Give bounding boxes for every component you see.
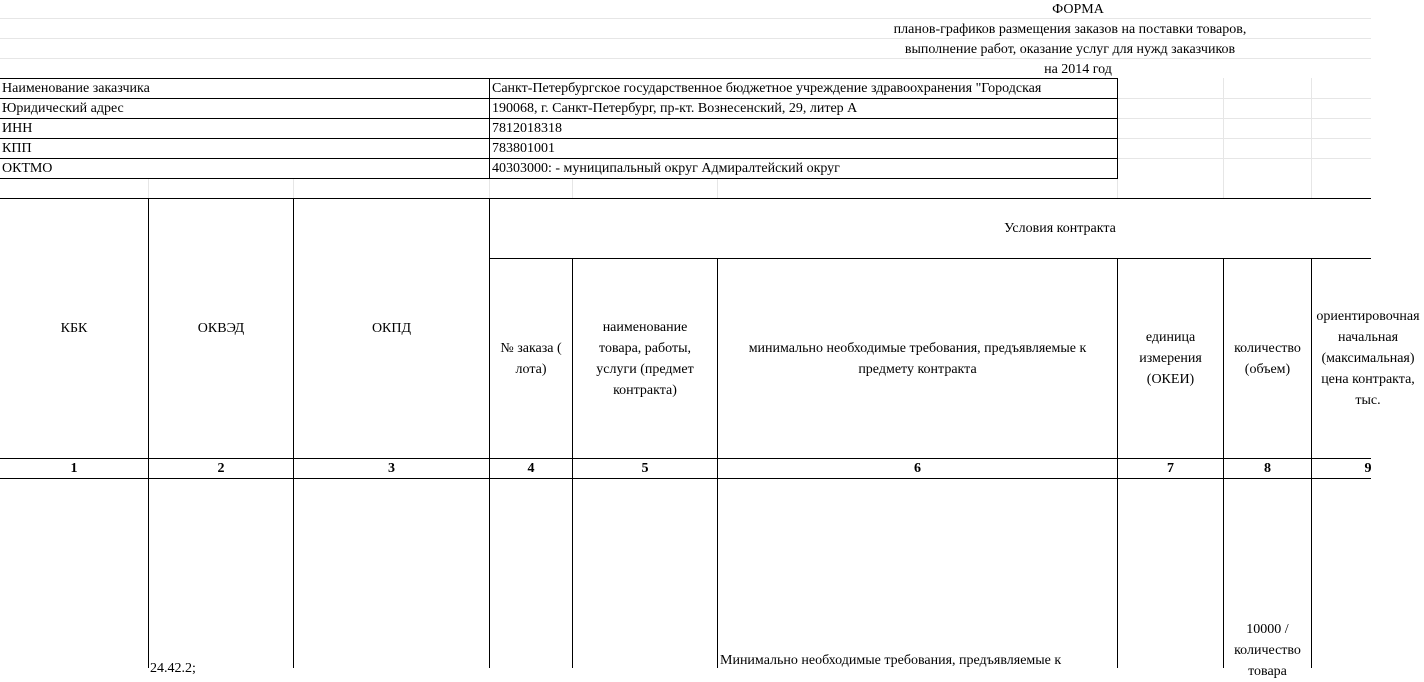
- header-order-number: № заказа ( лота): [500, 340, 562, 377]
- form-title: ФОРМА: [1052, 2, 1104, 17]
- gridline: [1311, 78, 1312, 198]
- form-subtitle-line1: планов-графиков размещения заказов на поставки товаров,: [893, 22, 1247, 37]
- kpp-label: КПП: [2, 141, 32, 156]
- legal-address-label: Юридический адрес: [2, 101, 124, 116]
- column-number: 1: [70, 461, 78, 476]
- legal-address-value: 190068, г. Санкт-Петербург, пр-кт. Вознесенский, 29, литер А: [492, 101, 858, 116]
- column-number: 2: [217, 461, 225, 476]
- gridline: [148, 178, 149, 198]
- form-subtitle-line3: на 2014 год: [1044, 62, 1112, 77]
- gridline: [1117, 118, 1371, 119]
- header-kbk: КБК: [60, 321, 88, 336]
- gridline: [1117, 178, 1118, 198]
- header-requirements: минимально необходимые требования, предъявляемые к предмету контракта: [748, 340, 1087, 377]
- gridline: [717, 178, 718, 198]
- customer-name-label: Наименование заказчика: [2, 81, 150, 96]
- gridline: [293, 178, 294, 198]
- column-number: 3: [388, 461, 395, 476]
- info-border: [489, 78, 490, 179]
- row1-okved: 24.42.2;: [150, 661, 196, 676]
- row1-quantity: 10000 / количество товара: [1234, 622, 1301, 679]
- header-price-clip: [1312, 259, 1420, 458]
- gridline: [1117, 158, 1371, 159]
- inn-value: 7812018318: [492, 121, 562, 136]
- customer-name-value: Санкт-Петербургское государственное бюджетное учреждение здравоохранения "Городская: [492, 81, 1042, 96]
- column-number: 7: [1167, 461, 1174, 476]
- header-unit: единица измерения (ОКЕИ): [1139, 330, 1202, 387]
- gridline: [0, 18, 1371, 19]
- oktmo-value: 40303000: - муниципальный округ Адмиралтейский округ: [492, 161, 840, 176]
- column-number-clip: [1312, 459, 1371, 479]
- column-number: 9: [1364, 461, 1372, 476]
- header-okpd: ОКПД: [371, 321, 412, 336]
- column-number: 6: [914, 461, 921, 476]
- column-number: 4: [527, 461, 535, 476]
- header-okved: ОКВЭД: [197, 321, 245, 336]
- row1-requirements: Минимально необходимые требования, предъявляемые к: [720, 653, 1062, 668]
- info-border: [1117, 78, 1118, 179]
- table-border: [489, 198, 490, 668]
- column-number: 8: [1264, 461, 1271, 476]
- oktmo-label: ОКТМО: [2, 161, 53, 176]
- gridline: [489, 178, 490, 198]
- inn-label: ИНН: [2, 121, 33, 136]
- gridline: [1117, 138, 1371, 139]
- info-border: [0, 178, 1118, 179]
- gridline: [1223, 78, 1224, 198]
- header-quantity: количество (объем): [1234, 340, 1301, 377]
- header-price: ориентировочная начальная (максимальная) цена контракта, тыс.: [1316, 309, 1420, 408]
- kpp-value: 783801001: [492, 141, 555, 156]
- header-item-name: наименование товара, работы, услуги (предмет контракта): [596, 319, 694, 398]
- form-subtitle-line2: выполнение работ, оказание услуг для нужд заказчиков: [904, 42, 1236, 57]
- column-number: 5: [641, 461, 649, 476]
- gridline: [572, 178, 573, 198]
- contract-conditions-header: Условия контракта: [1004, 221, 1116, 236]
- gridline: [1117, 98, 1371, 99]
